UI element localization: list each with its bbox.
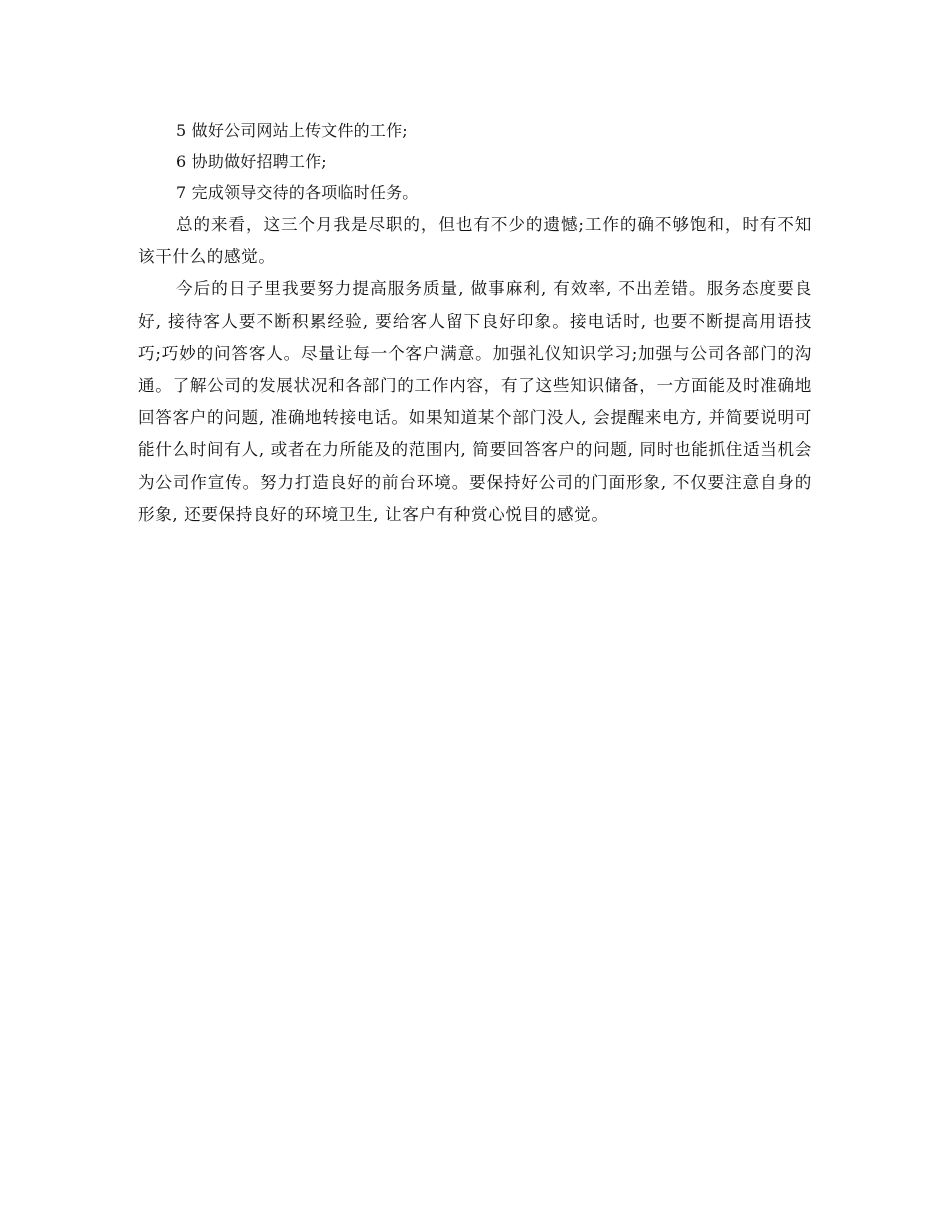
summary-paragraph: 总的来看，这三个月我是尽职的，但也有不少的遗憾;工作的确不够饱和，时有不知该干什么的感觉。 <box>138 215 812 267</box>
list-item-6: 6 协助做好招聘工作; <box>176 152 327 171</box>
list-item-5: 5 做好公司网站上传文件的工作; <box>176 121 408 140</box>
document-body <box>138 115 812 531</box>
list-item-7: 7 完成领导交待的各项临时任务。 <box>176 183 419 202</box>
plan-paragraph: 今后的日子里我要努力提高服务质量, 做事麻利, 有效率, 不出差错。服务态度要良好, 接待客人要不断积累经验, 要给客人留下良好印象。接电话时, 也要不断提高用语技巧;巧妙的问答客人。尽量让每一个客户满意。加强礼仪知识学习;加强与公司各部门的沟通。了解公司的发展状况和各部门的工作内容，有了这些知识储备，一方面能及时准确地回答客户的问题, 准确地转接电话。如果知道某个部门没人, 会提醒来电方, 并简要说明可能什么时间有人, 或者在力所能及的范围内, 简要回答客户的问题, 同时也能抓住适当机会为公司作宣传。努力打造良好的前台环境。要保持好公司的门面形象, 不仅要注意自身的形象, 还要保持良好的环境卫生, 让客户有种赏心悦目的感觉。 <box>138 279 812 524</box>
